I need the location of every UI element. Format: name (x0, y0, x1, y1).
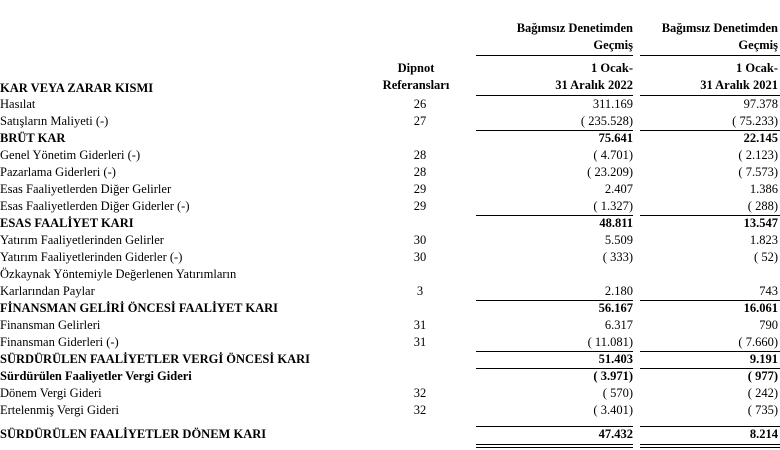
row-value-2022: 2.407 (604, 182, 633, 196)
row-value-2022: ( 11.081) (587, 335, 633, 349)
row-value-2022: 56.167 (598, 301, 633, 315)
row-note-ref: 27 (413, 114, 427, 128)
row-value-2022: ( 3.401) (593, 403, 633, 417)
row-note-ref: 28 (413, 165, 427, 179)
subtotal-rule-col1 (476, 368, 633, 369)
col2-period-line1: 1 Ocak- (735, 61, 778, 75)
col2-title-line1: Bağımsız Denetimden (661, 21, 778, 35)
row-value-2022: 2.180 (604, 284, 633, 298)
row-value-2021: 743 (759, 284, 778, 298)
section-title: KAR VEYA ZARAR KISMI (0, 81, 154, 95)
total-double-rule (640, 447, 780, 448)
row-value-2022: ( 235.528) (580, 114, 633, 128)
row-value-2022: ( 570) (602, 386, 633, 400)
col1-period-line1: 1 Ocak- (590, 61, 633, 75)
row-value-2021: 1.386 (749, 182, 778, 196)
col2-title-line2: Geçmiş (738, 38, 778, 52)
row-value-2021: 13.547 (743, 216, 778, 230)
row-label: SÜRDÜRÜLEN FAALİYETLER VERGİ ÖNCESİ KARI (0, 352, 311, 366)
row-value-2021: ( 52) (754, 250, 778, 264)
col1-period (470, 60, 633, 94)
row-label: Pazarlama Giderleri (-) (0, 165, 116, 179)
subtotal-rule-col2 (640, 368, 780, 369)
row-note-ref: 30 (413, 233, 427, 247)
subtotal-rule-col1 (476, 215, 633, 216)
col1-header-rule (476, 55, 633, 56)
table-row (0, 283, 780, 300)
table-row (0, 164, 780, 181)
row-label: Hasılat (0, 97, 36, 111)
row-value-2021: 9.191 (749, 352, 778, 366)
row-value-2022: 6.317 (604, 318, 633, 332)
row-value-2021: 97.378 (743, 97, 778, 111)
row-note-ref: 29 (413, 199, 427, 213)
row-value-2021: 16.061 (743, 301, 778, 315)
row-note-ref: 32 (413, 403, 427, 417)
table-row (0, 96, 780, 113)
table-row (0, 147, 780, 164)
row-label: BRÜT KAR (0, 131, 66, 145)
table-row (0, 215, 780, 232)
row-note-ref: 28 (413, 148, 427, 162)
row-label: SÜRDÜRÜLEN FAALİYETLER DÖNEM KARI (0, 427, 267, 441)
row-value-2022: ( 1.327) (593, 199, 633, 213)
row-value-2022: 47.432 (598, 427, 633, 441)
row-value-2021: ( 288) (747, 199, 778, 213)
row-value-2021: 1.823 (749, 233, 778, 247)
row-value-2021: ( 242) (747, 386, 778, 400)
row-note-ref: 3 (416, 284, 424, 298)
col2-period (628, 60, 778, 94)
row-value-2021: ( 735) (747, 403, 778, 417)
table-row (0, 130, 780, 147)
row-value-2022: 51.403 (598, 352, 633, 366)
row-value-2022: ( 23.209) (587, 165, 633, 179)
row-value-2022: 75.641 (598, 131, 633, 145)
total-double-rule (476, 444, 633, 445)
subtotal-rule-col2 (640, 215, 780, 216)
row-value-2021: 8.214 (749, 427, 778, 441)
row-value-2022: 48.811 (599, 216, 633, 230)
col1-period-line2: 31 Aralık 2022 (555, 78, 633, 92)
row-label: Yatırım Faaliyetlerinden Gelirler (0, 233, 164, 247)
col1-title (470, 20, 633, 54)
ref-header-line2: Referansları (382, 78, 450, 92)
row-label: Dönem Vergi Gideri (0, 386, 102, 400)
row-label: Esas Faaliyetlerden Diğer Giderler (-) (0, 199, 190, 213)
row-value-2022: ( 4.701) (593, 148, 633, 162)
table-row (0, 402, 780, 419)
row-value-2021: ( 75.233) (732, 114, 778, 128)
subtotal-rule-col1 (476, 130, 633, 131)
row-label: Sürdürülen Faaliyetler Vergi Gideri (0, 369, 192, 383)
subtotal-rule-col2 (640, 300, 780, 301)
subtotal-rule-col1 (476, 300, 633, 301)
row-label: Karlarından Paylar (0, 284, 95, 298)
table-row (0, 334, 780, 351)
row-label: Esas Faaliyetlerden Diğer Gelirler (0, 182, 172, 196)
table-row (0, 198, 780, 215)
row-value-2022: 311.169 (592, 97, 633, 111)
row-note-ref: 31 (413, 318, 427, 332)
row-value-2022: ( 333) (602, 250, 633, 264)
row-label: ESAS FAALİYET KARI (0, 216, 134, 230)
row-label: Satışların Maliyeti (-) (0, 114, 109, 128)
row-note-ref: 32 (413, 386, 427, 400)
row-label: Yatırım Faaliyetlerinden Giderler (-) (0, 250, 183, 264)
total-double-rule (476, 447, 633, 448)
subtotal-rule-col1 (476, 426, 633, 427)
row-note-ref: 30 (413, 250, 427, 264)
table-row (0, 385, 780, 402)
row-value-2021: ( 977) (747, 369, 778, 383)
table-row (0, 368, 780, 385)
col1-title-line1: Bağımsız Denetimden (516, 21, 633, 35)
subtotal-rule-col2 (640, 351, 780, 352)
subtotal-rule-col1 (476, 351, 633, 352)
ref-header-line1: Dipnot (397, 61, 435, 75)
row-label: Genel Yönetim Giderleri (-) (0, 148, 141, 162)
table-row (0, 426, 780, 443)
row-value-2022: 5.509 (604, 233, 633, 247)
row-value-2021: ( 7.660) (738, 335, 778, 349)
col1-title-line2: Geçmiş (593, 38, 633, 52)
table-row (0, 266, 780, 283)
table-row (0, 249, 780, 266)
row-label: Finansman Giderleri (-) (0, 335, 119, 349)
table-row (0, 317, 780, 334)
row-label: Özkaynak Yöntemiyle Değerlenen Yatırımların (0, 267, 237, 281)
row-note-ref: 31 (413, 335, 427, 349)
table-row (0, 181, 780, 198)
row-label: Finansman Gelirleri (0, 318, 101, 332)
total-double-rule (640, 444, 780, 445)
subtotal-rule-col2 (640, 130, 780, 131)
row-value-2021: ( 7.573) (738, 165, 778, 179)
row-value-2022: ( 3.971) (593, 369, 633, 383)
col2-title (628, 20, 778, 54)
row-value-2021: 790 (759, 318, 778, 332)
table-row (0, 351, 780, 368)
row-note-ref: 26 (413, 97, 427, 111)
row-value-2021: 22.145 (743, 131, 778, 145)
table-row (0, 232, 780, 249)
col2-period-line2: 31 Aralık 2021 (700, 78, 778, 92)
row-label: Ertelenmiş Vergi Gideri (0, 403, 119, 417)
ref-header (370, 60, 462, 94)
col2-header-rule (640, 55, 780, 56)
table-row (0, 300, 780, 317)
subtotal-rule-col2 (640, 426, 780, 427)
table-row (0, 113, 780, 130)
row-note-ref: 29 (413, 182, 427, 196)
row-value-2021: ( 2.123) (738, 148, 778, 162)
row-label: FİNANSMAN GELİRİ ÖNCESİ FAALİYET KARI (0, 301, 279, 315)
